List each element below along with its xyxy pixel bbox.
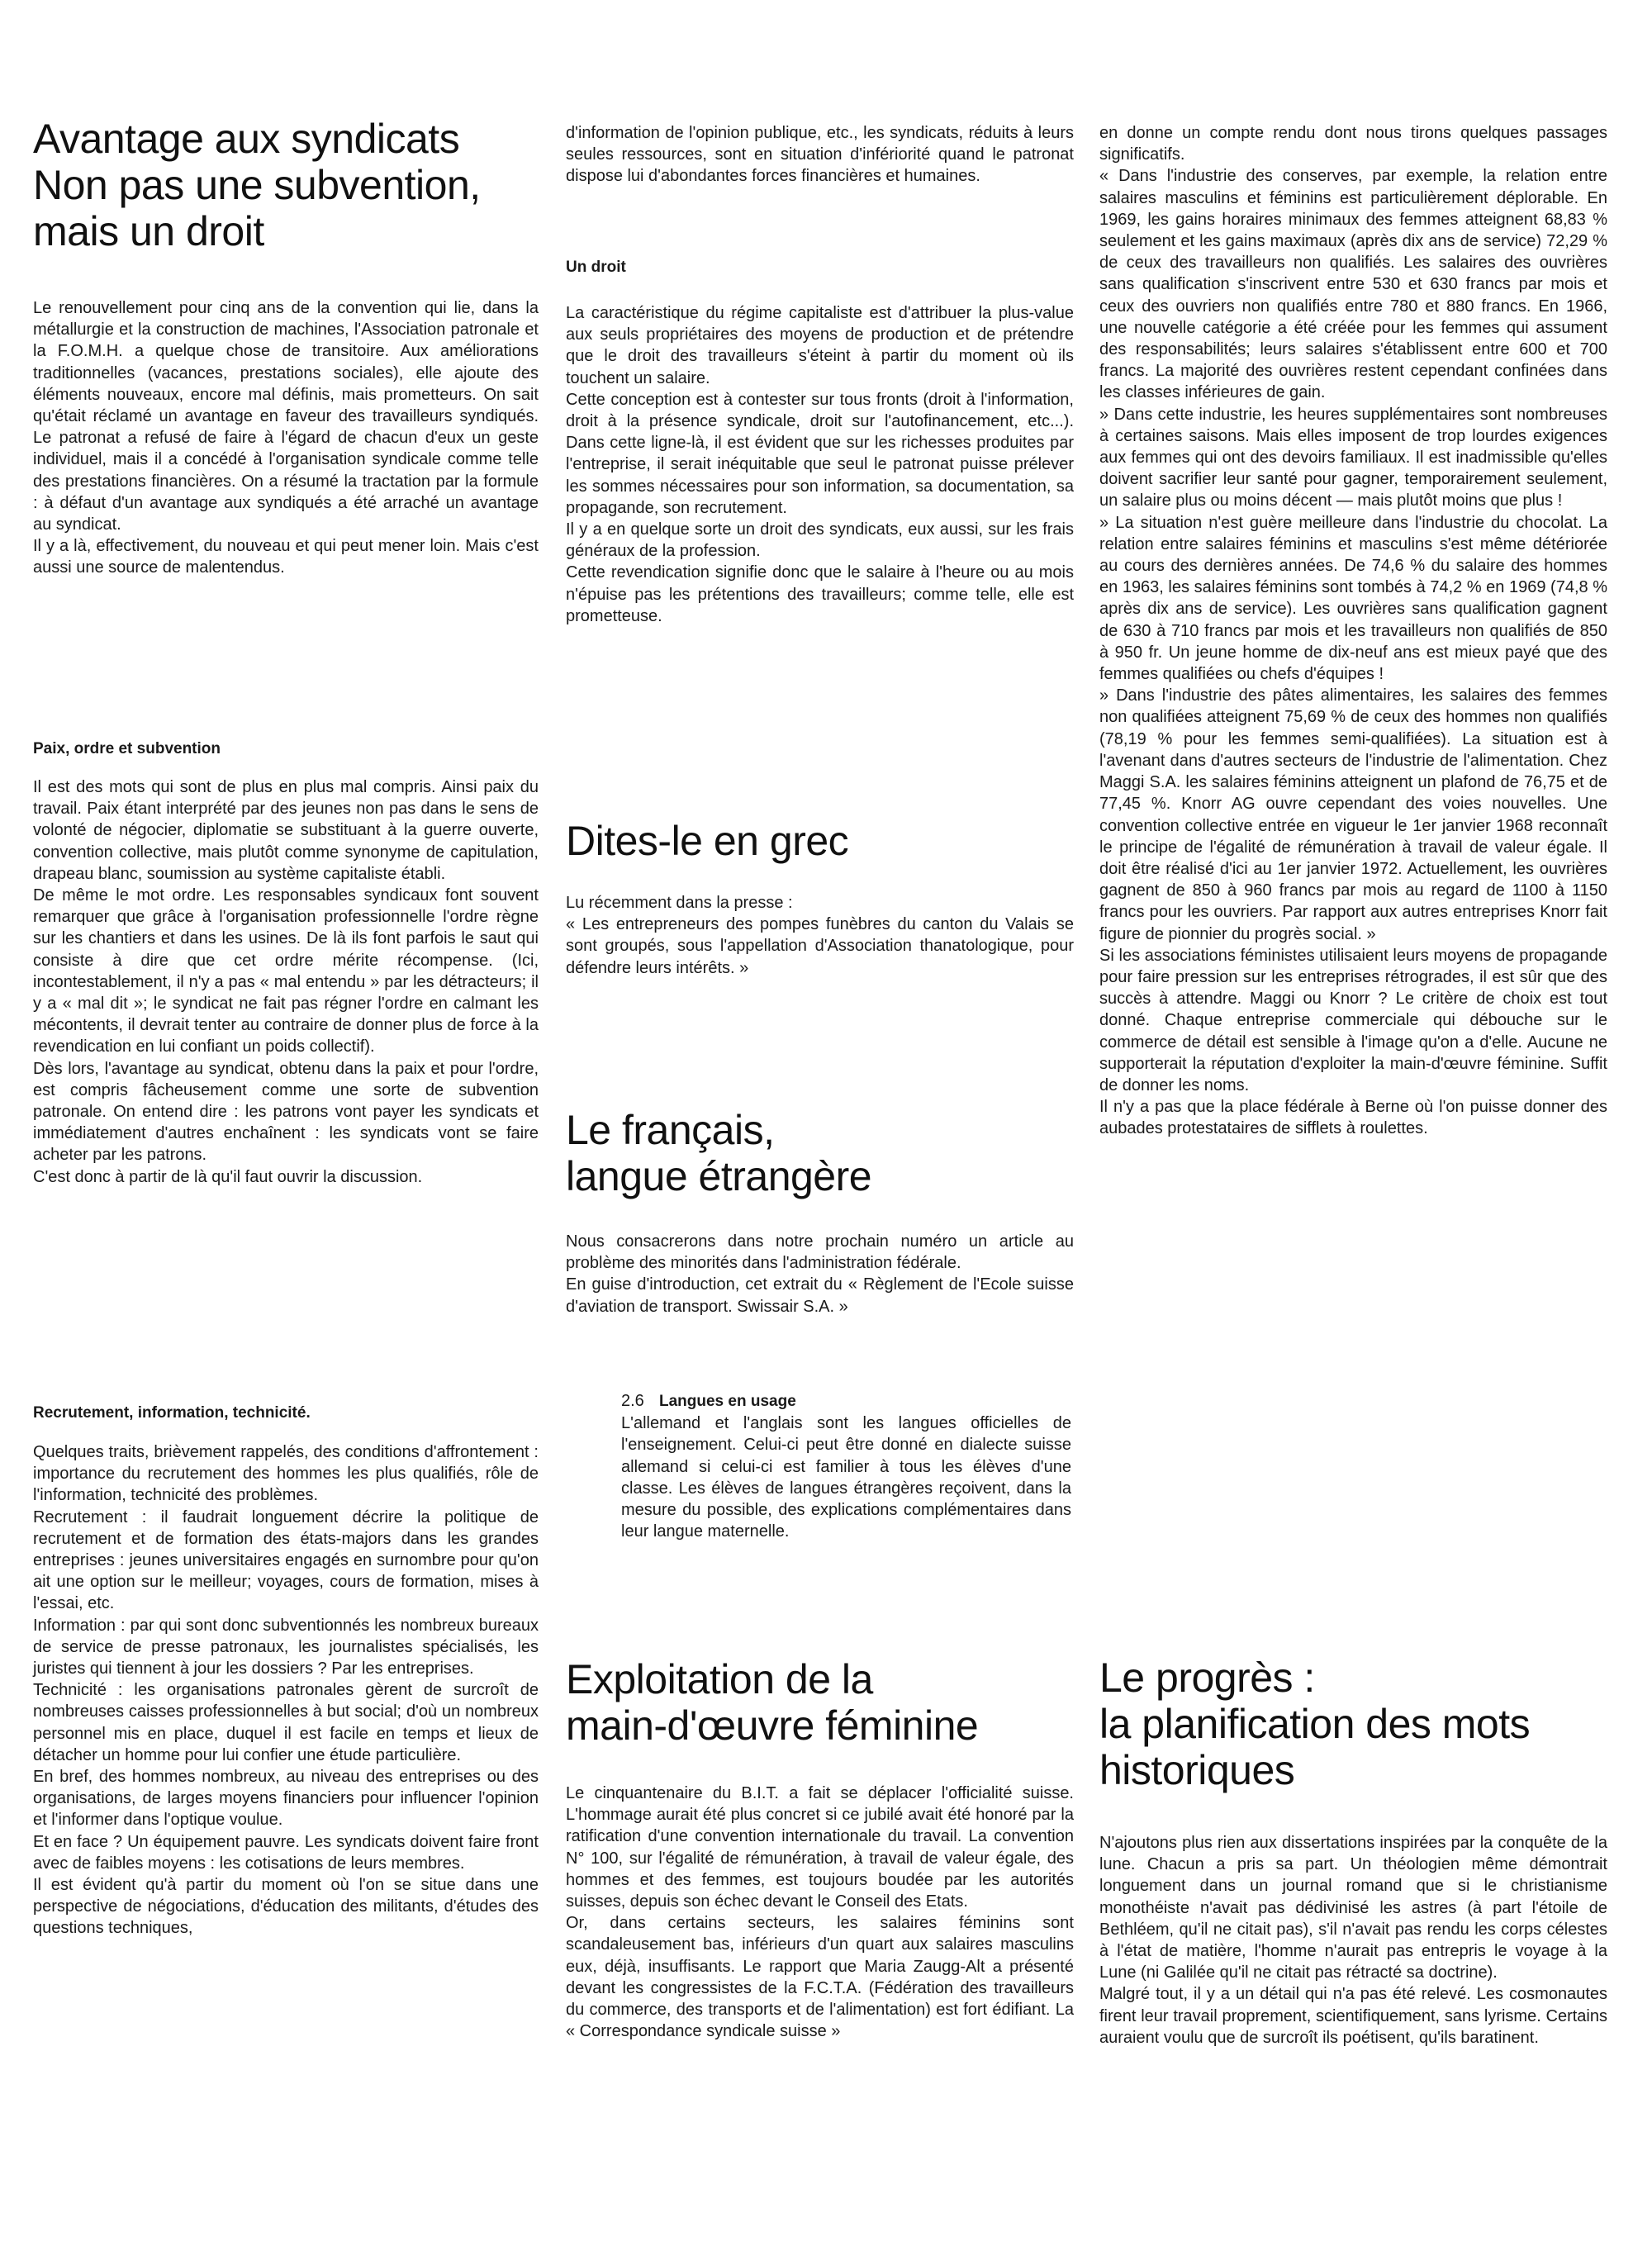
article-exploitation: Le cinquantenaire du B.I.T. a fait se déplacer l'officialité suisse. L'hommage aurait été plus concret si ce jubilé avait été honoré par la ratification d'une convention internationale du travail. La convention N° 100, sur l'égalité de rémunération, à travail de valeur égale, des hommes et des femmes, est toujours boudée par les autorités suisses, depuis son échec devant le Conseil des Etats. Or, dans certains secteurs, les salaires féminins sont scandaleusement bas, inférieurs d'un quart aux salaires masculins eux, déjà, insuffisants. Le rapport que Maria Zaugg-Alt a présenté devant les congressistes de la F.C.T.A. (Fédération des travailleurs du commerce, des transports et de l'alimentation) est fort édifiant. La « Correspondance syndicale suisse » xyxy=(566,1784,1074,2041)
article-continuation: d'information de l'opinion publique, etc., les syndicats, réduits à leurs seules ressources, sont en situation d'infériorité quand le patronat dispose lui d'abondantes forces financières et humaines. xyxy=(566,124,1074,186)
quoted-regulation xyxy=(621,1390,1071,1542)
section-droit: La caractéristique du régime capitaliste est d'attribuer la plus-value aux seuls propriétaires des moyens de production et de prétendre que le droit des travailleurs s'éteint à partir du moment où ils touchent un salaire. Cette conception est à contester sur tous fronts (droit à l'information, droit à la présence syndicale, droit sur l'autofinancement, etc...). Dans cette ligne-là, il est évident que sur les richesses produites par l'entreprise, il serait inéquitable que seul le patronat puisse prélever les sommes nécessaires pour son information, sa documentation, sa propagande, son recrutement. Il y a en quelque sorte un droit des syndicats, eux aussi, sur les frais généraux de la profession. Cette revendication signifie donc que le salaire à l'heure ou au mois n'épuise pas les prétentions des travailleurs; comme telle, elle est prometteuse. xyxy=(566,304,1074,625)
article-progres: N'ajoutons plus rien aux dissertations inspirées par la conquête de la lune. Chacun a pris sa part. Un théologien même démontrait longuement dans un journal romand que si le christianisme monothéiste n'avait pas dédivinisé les astres (à part l'étoile de Bethléem, qu'il ne citait pas), s'il n'avait pas rendu les corps célestes à l'état de matière, l'homme n'aurait pas entrepris le voyage à la Lune (ni Galilée qu'il ne citait pas rétracté sa doctrine). Malgré tout, il y a un détail qui n'a pas été relevé. Les cosmonautes firent leur travail proprement, scientifiquement, sans lyrisme. Certains auraient voulu que de surcroît ils poétisent, qu'ils baratinent. xyxy=(1099,1834,1607,2047)
subheading-droit: Un droit xyxy=(566,259,626,276)
section-paix: Il est des mots qui sont de plus en plus mal compris. Ainsi paix du travail. Paix étant interprété par des jeunes non pas dans le sens de volonté de négocier, diplomatie se substituant à la guerre ouverte, convention collective, mais plutôt comme synonyme de capitulation, drapeau blanc, soumission au système capitaliste établi. De même le mot ordre. Les responsables syndicaux font souvent remarquer que grâce à l'organisation professionnelle l'ordre règne sur les chantiers et dans les usines. De là ils font parfois le saut qui consiste à dire que cet ordre mérite récompense. (Ici, incontestablement, il n'y a pas « mal entendu » par les détracteurs; il y a « mal dit »; le syndicat ne fait pas régner l'ordre en calmant les mécontents, il devrait tenter au contraire de donner plus de force à la revendication en lui confiant un poids collectif). Dès lors, l'avantage au syndicat, obtenu dans la paix et pour l'ordre, est compris fâcheusement comme une sorte de subvention patronale. On entend dire : les patrons vont payer les syndicats et immédiatement d'autres enchaînent : les syndicats vont se faire acheter par les patrons. C'est donc à partir de là qu'il faut ouvrir la discussion. xyxy=(33,778,539,1186)
article-exploitation-continued: en donne un compte rendu dont nous tirons quelques passages significatifs. « Dans l'industrie des conserves, par exemple, la relation entre salaires masculins et féminins est particulièrement déplorable. En 1969, les gains horaires minimaux des femmes atteignent 68,83 % seulement et les gains maximaux (après dix ans de service) 72,29 % de ceux des travailleurs non qualifiés. Les salaires des ouvrières sans qualification s'inscrivent entre 530 et 630 francs par mois et ceux des ouvriers non qualifiés entre 780 et 880 francs. En 1966, une nouvelle catégorie a été créée pour les femmes qui assument des responsabilités; leurs salaires s'établissent entre 600 et 700 francs. La majorité des ouvrières restent cependant confinées dans les classes inférieures de gain. » Dans cette industrie, les heures supplémentaires sont nombreuses à certaines saisons. Mais elles imposent de trop lourdes exigences aux femmes qui ont des devoirs familiaux. Il est inadmissible qu'elles doivent sacrifier leur santé pour gagner, temporairement seulement, un salaire plus ou moins décent — mais plutôt moins que plus ! » La situation n'est guère meilleure dans l'industrie du chocolat. La relation entre salaires féminins et masculins s'est même détériorée au cours des dernières années. De 74,6 % du salaire des hommes en 1963, les salaires féminins sont tombés à 74,2 % en 1969 (74,8 % après dix ans de service). Les ouvrières sans qualification gagnent de 630 à 710 francs par mois et les travailleurs non qualifiés de 850 à 950 fr. Un jeune homme de dix-neuf ans est mieux payé que des femmes qualifiées ou chefs d'équipes ! » Dans l'industrie des pâtes alimentaires, les salaires des femmes non qualifiées atteignent 75,69 % de ceux des hommes non qualifiés (78,19 % pour les femmes semi-qualifiées). La situation est à l'avenant dans d'autres secteurs de l'industrie de l'alimentation. Chez Maggi S.A. les salaires féminins atteignent un plafond de 76,75 et de 77,45 %. Knorr AG ouvre cependant des voies nouvelles. Une convention collective entrée en vigueur le 1er janvier 1968 reconnaît le principe de l'égalité de rémunération à travail de valeur égale. Il doit être réalisé d'ici au 1er janvier 1972. Actuellement, les ouvrières gagnent de 850 à 960 francs par mois au regard de 1100 à 1150 francs pour les ouvriers. Par rapport aux autres entreprises Knorr fait figure de pionnier du progrès social. » Si les associations féministes utilisaient leurs moyens de propagande pour faire pression sur les entreprises rétrogrades, il est sûr que des succès à attendre. Maggi ou Knorr ? Le critère de choix est tout donné. Chaque entreprise commerciale qui débouche sur le commerce de détail est sensible à l'image qu'on a d'elle. Aucune ne supporterait la réputation d'exploiter la main-d'œuvre féminine. Suffit de donner les noms. Il n'y a pas que la place fédérale à Berne où l'on puisse donner des aubades protestataires de sifflets à roulettes. xyxy=(1099,124,1607,1138)
article-francais: Nous consacrerons dans notre prochain numéro un article au problème des minorités dans l'administration fédérale. En guise d'introduction, cet extrait du « Règlement de l'Ecole suisse d'aviation de transport. Swissair S.A. » xyxy=(566,1232,1074,1316)
quote-heading: 2.6 Langues en usage xyxy=(621,1392,796,1410)
headline-le-progres: Le progrès : la planification des mots historiques xyxy=(1099,1655,1531,1793)
article-grec: Lu récemment dans la presse : « Les entrepreneurs des pompes funèbres du canton du Valais se sont groupés, sous l'appellation d'Association thanatologique, pour défendre leurs intérêts. » xyxy=(566,894,1074,977)
subheading-recrutement: Recrutement, information, technicité. xyxy=(33,1404,311,1422)
headline-dites-le-en-grec: Dites-le en grec xyxy=(566,818,849,864)
headline-exploitation-main-oeuvre: Exploitation de la main-d'œuvre féminine xyxy=(566,1656,979,1749)
headline-francais-langue-etrangere: Le français, langue étrangère xyxy=(566,1107,872,1199)
headline-avantage-syndicats: Avantage aux syndicats Non pas une subvention, mais un droit xyxy=(33,116,481,254)
article-intro: Le renouvellement pour cinq ans de la convention qui lie, dans la métallurgie et la construction de machines, l'Association patronale et la F.O.M.H. a quelque chose de transitoire. Aux améliorations traditionnelles (vacances, prestations sociales), elle ajoute des éléments nouveaux, encore mal définis, mais prometteurs. On sait qu'était réclamé un avantage en faveur des travailleurs syndiqués. Le patronat a refusé de faire à l'égard de chacun d'eux un geste individuel, mais il a concédé à l'organisation syndicale comme telle des prestations financières. On a résumé la tractation par la formule : à défaut d'un avantage aux syndiqués a été arraché un avantage au syndicat. Il y a là, effectivement, du nouveau et qui peut mener loin. Mais c'est aussi une source de malentendus. xyxy=(33,299,539,577)
section-recrutement: Quelques traits, brièvement rappelés, des conditions d'affrontement : importance du recrutement des hommes les plus qualifiés, rôle de l'information, technicité des problèmes. Recrutement : il faudrait longuement décrire la politique de recrutement et de formation des états-majors dans les grandes entreprises : jeunes universitaires engagés en surnombre pour qu'on ait une option sur le meilleur; voyages, cours de formation, mises à l'essai, etc. Information : par qui sont donc subventionnés les nombreux bureaux de service de presse patronaux, les journalistes spécialisés, les juristes qui tiennent à jour les dossiers ? Par les entreprises. Technicité : les organisations patronales gèrent de surcroît de nombreuses caisses professionnelles à but social; d'où un nombreux personnel mis en place, duquel il est facile en temps et lieux de détacher un homme pour lui confier une étude particulière. En bref, des hommes nombreux, au niveau des entreprises ou des organisations, de larges moyens financiers pour influencer l'opinion et l'informer dans l'optique voulue. Et en face ? Un équipement pauvre. Les syndicats doivent faire front avec de faibles moyens : les cotisations de leurs membres. Il est évident qu'à partir du moment où l'on se situe dans une perspective de négociations, d'éducation des militants, d'études des questions techniques, xyxy=(33,1443,539,1938)
subheading-paix: Paix, ordre et subvention xyxy=(33,740,221,757)
quote-text: L'allemand et l'anglais sont les langues officielles de l'enseignement. Celui-ci peut être donné en dialecte suisse allemand si celui-ci est familier à tous les élèves d'une classe. Les élèves de langues étrangères reçoivent, dans la mesure du possible, des explications complémentaires dans leur langue maternelle. xyxy=(621,1414,1071,1541)
